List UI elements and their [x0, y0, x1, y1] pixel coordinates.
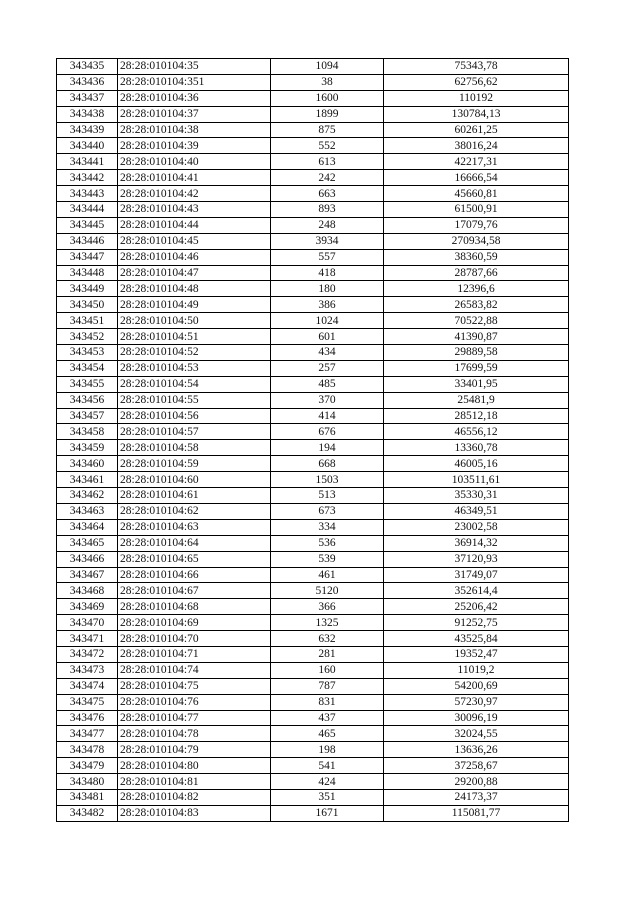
record-number-cell: 343444	[57, 202, 118, 218]
table-row	[57, 472, 569, 488]
table-row	[57, 488, 569, 504]
amount-cell: 19352,47	[384, 646, 569, 662]
quantity-cell: 38	[271, 74, 384, 90]
cadastral-number-cell: 28:28:010104:43	[118, 202, 271, 218]
quantity-cell: 424	[271, 774, 384, 790]
quantity-cell: 1325	[271, 615, 384, 631]
record-number-cell: 343452	[57, 329, 118, 345]
record-number-cell: 343441	[57, 154, 118, 170]
record-number-cell: 343465	[57, 535, 118, 551]
table-row	[57, 408, 569, 424]
table-row	[57, 535, 569, 551]
table-row	[57, 694, 569, 710]
amount-cell: 28787,66	[384, 265, 569, 281]
cadastral-number-cell: 28:28:010104:74	[118, 662, 271, 678]
amount-cell: 24173,37	[384, 789, 569, 805]
cadastral-number-cell: 28:28:010104:63	[118, 519, 271, 535]
record-number-cell: 343475	[57, 694, 118, 710]
quantity-cell: 601	[271, 329, 384, 345]
quantity-cell: 552	[271, 138, 384, 154]
cadastral-number-cell: 28:28:010104:58	[118, 440, 271, 456]
quantity-cell: 334	[271, 519, 384, 535]
amount-cell: 45660,81	[384, 186, 569, 202]
cadastral-number-cell: 28:28:010104:36	[118, 90, 271, 106]
quantity-cell: 485	[271, 376, 384, 392]
cadastral-number-cell: 28:28:010104:59	[118, 456, 271, 472]
record-number-cell: 343451	[57, 313, 118, 329]
record-number-cell: 343442	[57, 170, 118, 186]
table-row	[57, 774, 569, 790]
table-row	[57, 106, 569, 122]
table-row	[57, 742, 569, 758]
record-number-cell: 343461	[57, 472, 118, 488]
record-number-cell: 343440	[57, 138, 118, 154]
cadastral-number-cell: 28:28:010104:47	[118, 265, 271, 281]
cadastral-number-cell: 28:28:010104:62	[118, 503, 271, 519]
table-row	[57, 313, 569, 329]
amount-cell: 54200,69	[384, 678, 569, 694]
table-row	[57, 392, 569, 408]
cadastral-number-cell: 28:28:010104:65	[118, 551, 271, 567]
amount-cell: 13636,26	[384, 742, 569, 758]
amount-cell: 17699,59	[384, 360, 569, 376]
cadastral-number-cell: 28:28:010104:60	[118, 472, 271, 488]
table-row	[57, 678, 569, 694]
record-number-cell: 343447	[57, 249, 118, 265]
table-row	[57, 615, 569, 631]
quantity-cell: 663	[271, 186, 384, 202]
record-number-cell: 343464	[57, 519, 118, 535]
cadastral-number-cell: 28:28:010104:54	[118, 376, 271, 392]
record-number-cell: 343476	[57, 710, 118, 726]
table-row	[57, 662, 569, 678]
cadastral-number-cell: 28:28:010104:44	[118, 217, 271, 233]
table-row	[57, 186, 569, 202]
record-number-cell: 343456	[57, 392, 118, 408]
quantity-cell: 787	[271, 678, 384, 694]
record-number-cell: 343481	[57, 789, 118, 805]
cadastral-number-cell: 28:28:010104:53	[118, 360, 271, 376]
cadastral-number-cell: 28:28:010104:38	[118, 122, 271, 138]
amount-cell: 130784,13	[384, 106, 569, 122]
record-number-cell: 343457	[57, 408, 118, 424]
record-number-cell: 343480	[57, 774, 118, 790]
table-row	[57, 122, 569, 138]
record-number-cell: 343474	[57, 678, 118, 694]
table-row	[57, 758, 569, 774]
amount-cell: 37258,67	[384, 758, 569, 774]
cadastral-number-cell: 28:28:010104:57	[118, 424, 271, 440]
quantity-cell: 370	[271, 392, 384, 408]
amount-cell: 30096,19	[384, 710, 569, 726]
amount-cell: 11019,2	[384, 662, 569, 678]
record-number-cell: 343450	[57, 297, 118, 313]
quantity-cell: 1600	[271, 90, 384, 106]
quantity-cell: 875	[271, 122, 384, 138]
table-row	[57, 297, 569, 313]
cadastral-number-cell: 28:28:010104:39	[118, 138, 271, 154]
amount-cell: 38360,59	[384, 249, 569, 265]
amount-cell: 13360,78	[384, 440, 569, 456]
quantity-cell: 557	[271, 249, 384, 265]
quantity-cell: 831	[271, 694, 384, 710]
record-number-cell: 343445	[57, 217, 118, 233]
table-row	[57, 345, 569, 361]
table-row	[57, 74, 569, 90]
cadastral-number-cell: 28:28:010104:35	[118, 59, 271, 75]
quantity-cell: 198	[271, 742, 384, 758]
amount-cell: 25206,42	[384, 599, 569, 615]
record-number-cell: 343468	[57, 583, 118, 599]
cadastral-number-cell: 28:28:010104:81	[118, 774, 271, 790]
cadastral-number-cell: 28:28:010104:46	[118, 249, 271, 265]
cadastral-number-cell: 28:28:010104:55	[118, 392, 271, 408]
quantity-cell: 418	[271, 265, 384, 281]
amount-cell: 37120,93	[384, 551, 569, 567]
quantity-cell: 1671	[271, 805, 384, 821]
table-row	[57, 583, 569, 599]
quantity-cell: 461	[271, 567, 384, 583]
quantity-cell: 160	[271, 662, 384, 678]
cadastral-number-cell: 28:28:010104:64	[118, 535, 271, 551]
quantity-cell: 248	[271, 217, 384, 233]
record-number-cell: 343453	[57, 345, 118, 361]
cadastral-number-cell: 28:28:010104:83	[118, 805, 271, 821]
table-row	[57, 138, 569, 154]
quantity-cell: 513	[271, 488, 384, 504]
quantity-cell: 281	[271, 646, 384, 662]
record-number-cell: 343463	[57, 503, 118, 519]
amount-cell: 110192	[384, 90, 569, 106]
record-number-cell: 343448	[57, 265, 118, 281]
record-number-cell: 343459	[57, 440, 118, 456]
record-number-cell: 343467	[57, 567, 118, 583]
record-number-cell: 343470	[57, 615, 118, 631]
record-number-cell: 343436	[57, 74, 118, 90]
quantity-cell: 194	[271, 440, 384, 456]
amount-cell: 26583,82	[384, 297, 569, 313]
table-row	[57, 217, 569, 233]
cadastral-number-cell: 28:28:010104:71	[118, 646, 271, 662]
amount-cell: 16666,54	[384, 170, 569, 186]
quantity-cell: 536	[271, 535, 384, 551]
table-body	[57, 59, 569, 822]
record-number-cell: 343435	[57, 59, 118, 75]
quantity-cell: 1503	[271, 472, 384, 488]
quantity-cell: 437	[271, 710, 384, 726]
record-number-cell: 343455	[57, 376, 118, 392]
quantity-cell: 386	[271, 297, 384, 313]
cadastral-number-cell: 28:28:010104:61	[118, 488, 271, 504]
record-number-cell: 343478	[57, 742, 118, 758]
amount-cell: 23002,58	[384, 519, 569, 535]
record-number-cell: 343437	[57, 90, 118, 106]
quantity-cell: 668	[271, 456, 384, 472]
quantity-cell: 180	[271, 281, 384, 297]
amount-cell: 38016,24	[384, 138, 569, 154]
table-row	[57, 202, 569, 218]
cadastral-number-cell: 28:28:010104:70	[118, 631, 271, 647]
table-row	[57, 329, 569, 345]
amount-cell: 91252,75	[384, 615, 569, 631]
table-row	[57, 360, 569, 376]
cadastral-number-cell: 28:28:010104:79	[118, 742, 271, 758]
table-row	[57, 805, 569, 821]
quantity-cell: 541	[271, 758, 384, 774]
cadastral-number-cell: 28:28:010104:45	[118, 233, 271, 249]
cadastral-number-cell: 28:28:010104:66	[118, 567, 271, 583]
cadastral-number-cell: 28:28:010104:52	[118, 345, 271, 361]
table-row	[57, 631, 569, 647]
amount-cell: 28512,18	[384, 408, 569, 424]
amount-cell: 46556,12	[384, 424, 569, 440]
table-row	[57, 519, 569, 535]
record-number-cell: 343462	[57, 488, 118, 504]
record-number-cell: 343479	[57, 758, 118, 774]
cadastral-number-cell: 28:28:010104:48	[118, 281, 271, 297]
record-number-cell: 343472	[57, 646, 118, 662]
quantity-cell: 673	[271, 503, 384, 519]
amount-cell: 12396,6	[384, 281, 569, 297]
cadastral-number-cell: 28:28:010104:49	[118, 297, 271, 313]
amount-cell: 103511,61	[384, 472, 569, 488]
record-number-cell: 343458	[57, 424, 118, 440]
amount-cell: 32024,55	[384, 726, 569, 742]
quantity-cell: 434	[271, 345, 384, 361]
table-row	[57, 376, 569, 392]
cadastral-number-cell: 28:28:010104:41	[118, 170, 271, 186]
quantity-cell: 893	[271, 202, 384, 218]
quantity-cell: 613	[271, 154, 384, 170]
quantity-cell: 242	[271, 170, 384, 186]
table-row	[57, 567, 569, 583]
cadastral-number-cell: 28:28:010104:56	[118, 408, 271, 424]
quantity-cell: 1899	[271, 106, 384, 122]
quantity-cell: 414	[271, 408, 384, 424]
quantity-cell: 632	[271, 631, 384, 647]
table-row	[57, 249, 569, 265]
cadastral-number-cell: 28:28:010104:40	[118, 154, 271, 170]
quantity-cell: 1024	[271, 313, 384, 329]
quantity-cell: 676	[271, 424, 384, 440]
record-number-cell: 343443	[57, 186, 118, 202]
amount-cell: 41390,87	[384, 329, 569, 345]
amount-cell: 46005,16	[384, 456, 569, 472]
amount-cell: 33401,95	[384, 376, 569, 392]
amount-cell: 352614,4	[384, 583, 569, 599]
record-number-cell: 343466	[57, 551, 118, 567]
amount-cell: 62756,62	[384, 74, 569, 90]
amount-cell: 29889,58	[384, 345, 569, 361]
table-row	[57, 789, 569, 805]
record-number-cell: 343471	[57, 631, 118, 647]
quantity-cell: 465	[271, 726, 384, 742]
amount-cell: 42217,31	[384, 154, 569, 170]
amount-cell: 31749,07	[384, 567, 569, 583]
table-row	[57, 456, 569, 472]
table-row	[57, 440, 569, 456]
amount-cell: 43525,84	[384, 631, 569, 647]
quantity-cell: 257	[271, 360, 384, 376]
amount-cell: 46349,51	[384, 503, 569, 519]
amount-cell: 115081,77	[384, 805, 569, 821]
quantity-cell: 1094	[271, 59, 384, 75]
amount-cell: 60261,25	[384, 122, 569, 138]
record-number-cell: 343449	[57, 281, 118, 297]
record-number-cell: 343460	[57, 456, 118, 472]
quantity-cell: 539	[271, 551, 384, 567]
quantity-cell: 366	[271, 599, 384, 615]
amount-cell: 17079,76	[384, 217, 569, 233]
record-number-cell: 343477	[57, 726, 118, 742]
cadastral-number-cell: 28:28:010104:77	[118, 710, 271, 726]
amount-cell: 61500,91	[384, 202, 569, 218]
table-row	[57, 599, 569, 615]
table-row	[57, 424, 569, 440]
cadastral-number-cell: 28:28:010104:50	[118, 313, 271, 329]
record-number-cell: 343454	[57, 360, 118, 376]
record-number-cell: 343446	[57, 233, 118, 249]
amount-cell: 270934,58	[384, 233, 569, 249]
amount-cell: 70522,88	[384, 313, 569, 329]
cadastral-number-cell: 28:28:010104:42	[118, 186, 271, 202]
record-number-cell: 343439	[57, 122, 118, 138]
amount-cell: 29200,88	[384, 774, 569, 790]
table-row	[57, 726, 569, 742]
data-table	[56, 58, 569, 822]
record-number-cell: 343469	[57, 599, 118, 615]
cadastral-number-cell: 28:28:010104:78	[118, 726, 271, 742]
table-row	[57, 503, 569, 519]
amount-cell: 25481,9	[384, 392, 569, 408]
quantity-cell: 5120	[271, 583, 384, 599]
cadastral-number-cell: 28:28:010104:82	[118, 789, 271, 805]
table-row	[57, 233, 569, 249]
cadastral-number-cell: 28:28:010104:69	[118, 615, 271, 631]
table-row	[57, 551, 569, 567]
cadastral-number-cell: 28:28:010104:80	[118, 758, 271, 774]
table-row	[57, 90, 569, 106]
table-row	[57, 154, 569, 170]
table-row	[57, 646, 569, 662]
amount-cell: 57230,97	[384, 694, 569, 710]
cadastral-number-cell: 28:28:010104:75	[118, 678, 271, 694]
quantity-cell: 351	[271, 789, 384, 805]
amount-cell: 35330,31	[384, 488, 569, 504]
cadastral-number-cell: 28:28:010104:67	[118, 583, 271, 599]
record-number-cell: 343482	[57, 805, 118, 821]
table-row	[57, 59, 569, 75]
amount-cell: 36914,32	[384, 535, 569, 551]
record-number-cell: 343438	[57, 106, 118, 122]
cadastral-number-cell: 28:28:010104:37	[118, 106, 271, 122]
quantity-cell: 3934	[271, 233, 384, 249]
table-row	[57, 281, 569, 297]
record-number-cell: 343473	[57, 662, 118, 678]
table-row	[57, 710, 569, 726]
cadastral-number-cell: 28:28:010104:68	[118, 599, 271, 615]
table-row	[57, 265, 569, 281]
table-row	[57, 170, 569, 186]
amount-cell: 75343,78	[384, 59, 569, 75]
cadastral-number-cell: 28:28:010104:351	[118, 74, 271, 90]
cadastral-number-cell: 28:28:010104:76	[118, 694, 271, 710]
cadastral-number-cell: 28:28:010104:51	[118, 329, 271, 345]
